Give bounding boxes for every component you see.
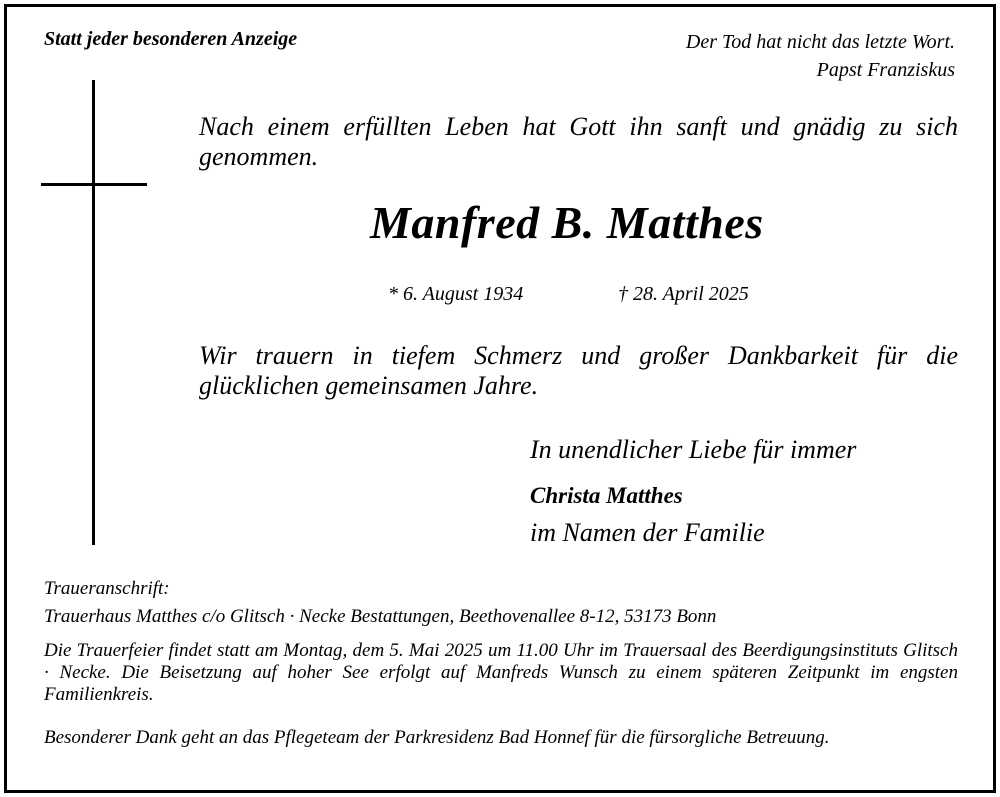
funeral-info: Die Trauerfeier findet statt am Montag, dem 5. Mai 2025 um 11.00 Uhr im Trauersaal des Beerdigungsinstituts Glitsch · Necke. Die Beisetzung auf hoher See erfolgt auf Manfreds Wunsch zu einem späteren Zeitpunkt im engsten Familienkreis. xyxy=(44,640,958,705)
intro-text: Nach einem erfüllten Leben hat Gott ihn sanft und gnädig zu sich genommen. xyxy=(199,112,958,171)
quote xyxy=(686,28,955,84)
signer-family: im Namen der Familie xyxy=(530,518,765,547)
cross-icon xyxy=(92,80,95,545)
deceased-name: Manfred B. Matthes xyxy=(370,197,764,248)
birth-date: * 6. August 1934 xyxy=(388,283,524,305)
quote-text: Der Tod hat nicht das letzte Wort. xyxy=(685,31,955,53)
thanks-text: Besonderer Dank geht an das Pflegeteam der Parkresidenz Bad Honnef für die fürsorgliche Betreuung. xyxy=(44,727,830,748)
mourning-text: Wir trauern in tiefem Schmerz und großer Dankbarkeit für die glücklichen gemeinsamen Jahre. xyxy=(199,341,958,400)
address: Trauerhaus Matthes c/o Glitsch · Necke Bestattungen, Beethovenallee 8-12, 53173 Bonn xyxy=(44,606,717,627)
death-date: † 28. April 2025 xyxy=(618,283,749,305)
signer-name: Christa Matthes xyxy=(530,483,683,508)
address-label: Traueranschrift: xyxy=(44,578,170,599)
cross-icon-bar xyxy=(41,183,147,186)
notice-heading: Statt jeder besonderen Anzeige xyxy=(44,28,298,50)
signature-line: In unendlicher Liebe für immer xyxy=(530,435,857,464)
quote-author: Papst Franziskus xyxy=(816,59,955,81)
